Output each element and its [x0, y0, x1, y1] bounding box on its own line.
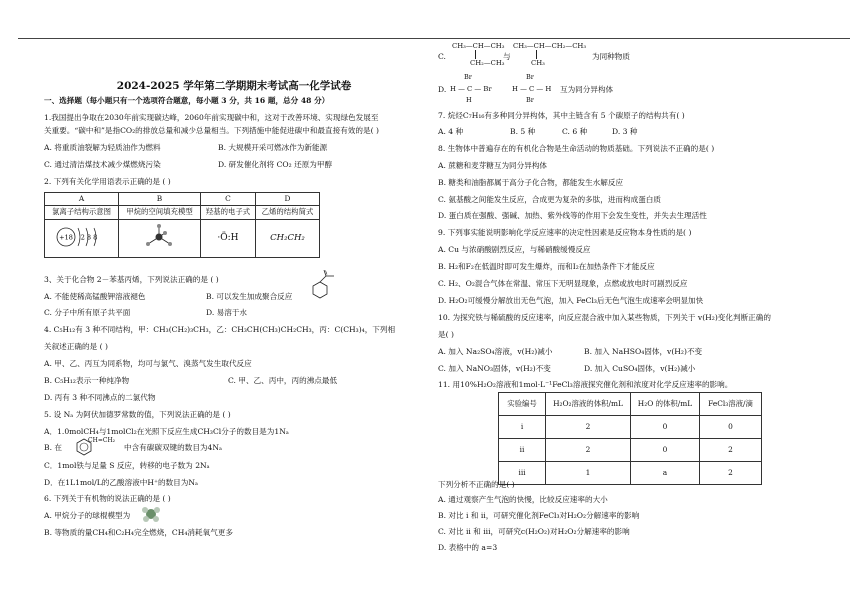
- q2-table: [44, 192, 320, 258]
- q11-table: [498, 392, 762, 485]
- q4-option-a: A. 甲、乙、丙互为同系物，均可与氯气、溴蒸气发生取代反应: [44, 359, 252, 368]
- q7-option-c: C. 6 种: [562, 127, 588, 136]
- q6d-mol2-mid: H — C — H: [512, 85, 552, 93]
- q11-option-c: C. 对比 ii 和 iii，可研究c(H₂O₂)对H₂O₂分解速率的影响: [438, 527, 630, 536]
- q6c-bond2: [536, 50, 537, 59]
- q2-label-c: 羟基的电子式: [200, 206, 255, 220]
- q11-header-water: H₂O 的体积/mL: [631, 393, 700, 416]
- q3-option-d: D. 易溶于水: [206, 308, 248, 317]
- q11-cell: 2: [700, 462, 762, 485]
- q11-cell: 2: [546, 439, 631, 462]
- q6c-mol2-top: CH₃—CH—CH₂—CH₃: [513, 42, 587, 50]
- q4-stem-b: 关叙述正确的是 ( ): [44, 342, 108, 351]
- q6d-mol1-top: Br: [464, 73, 472, 81]
- q5-option-b-vinyl: CH=CH₂: [88, 437, 116, 444]
- q6d-mol1-mid: H — C — Br: [450, 85, 492, 93]
- q7-option-b: B. 5 种: [510, 127, 536, 136]
- q1-option-a: A. 将重质油裂解为轻质油作为燃料: [44, 143, 161, 152]
- q7-option-a: A. 4 种: [438, 127, 464, 136]
- q11-cell: 1: [546, 462, 631, 485]
- q10-option-a: A. 加入 Na₂SO₄溶液，v(H₂)减小: [438, 347, 553, 356]
- q8-option-c: C. 氨基酸之间能发生反应，合成更为复杂的多肽，进而构成蛋白质: [438, 195, 661, 204]
- chloride-ion-diagram: [45, 220, 119, 258]
- q8-option-a: A. 蔗糖和麦芽糖互为同分异构体: [438, 161, 548, 170]
- q6d-mol2-top: Br: [526, 73, 534, 81]
- section-heading: 一、选择题（每小题只有一个选项符合题意，每小题 3 分，共 16 题，总分 48 分）: [44, 96, 330, 105]
- q6c-mol1-top: CH₃—CH—CH₃: [452, 42, 505, 50]
- q11-header-id: 实验编号: [499, 393, 546, 416]
- ethene-formula: CH₂CH₂: [255, 220, 319, 258]
- q1-option-d: D. 研发催化剂将 CO₂ 还原为甲醇: [218, 160, 333, 169]
- q6d-mol2-bot: Br: [526, 96, 534, 104]
- ion-nucleus-charge: +18: [58, 233, 73, 242]
- header-rule: [18, 38, 850, 39]
- q2-label-a: 氯离子结构示意图: [45, 206, 119, 220]
- q5-option-b-prefix: B. 在: [44, 443, 63, 452]
- table-row: [499, 416, 762, 439]
- q9-option-a: A. Cu 与浓硝酸剧烈反应，与稀硝酸缓慢反应: [438, 245, 591, 254]
- q5-stem: 5. 设 Nₐ 为阿伏加德罗常数的值，下列说法正确的是 ( ): [44, 410, 231, 419]
- q10-stem-b: 是( ): [438, 330, 454, 339]
- q3-option-b: B. 可以发生加成聚合反应: [206, 292, 293, 301]
- q11-header-h2o2: H₂O₂溶液的体积/mL: [546, 393, 631, 416]
- q2-label-d: 乙烯的结构简式: [255, 206, 319, 220]
- q11-option-b: B. 对比 i 和 ii，可研究催化剂FeCl₃对H₂O₂分解速率的影响: [438, 511, 640, 520]
- q2-col-c: C: [200, 193, 255, 206]
- q11-cell: 0: [700, 416, 762, 439]
- exam-title: 2024-2025 学年第二学期期末考试高一化学试卷: [116, 80, 352, 92]
- q11-cell: 0: [631, 439, 700, 462]
- q10-option-b: B. 加入 NaHSO₄固体，v(H₂)不变: [584, 347, 703, 356]
- q11-cell: a: [631, 462, 700, 485]
- q3-option-a: A. 不能使稀高锰酸钾溶液褪色: [44, 292, 146, 301]
- q8-option-d: D. 蛋白质在强酸、强碱、加热、紫外线等的作用下会发生变性，并失去生理活性: [438, 211, 707, 220]
- q4-option-c: C. 甲、乙、丙中，丙的沸点最低: [228, 376, 338, 385]
- q9-stem: 9. 下列事实能说明影响化学反应速率的决定性因素是反应物本身性质的是( ): [438, 228, 692, 237]
- q8-option-b: B. 糖类和油脂都属于高分子化合物，都能发生水解反应: [438, 178, 624, 187]
- q6d-mol1-bot: H: [466, 96, 472, 104]
- ion-structure-icon: [52, 222, 112, 252]
- q4-option-d: D. 丙有 3 种不同沸点的二氯代物: [44, 393, 156, 402]
- q1-option-b: B. 大规模开采可燃冰作为新能源: [218, 143, 328, 152]
- q6d-label: D.: [438, 85, 447, 94]
- q7-stem: 7. 烷烃C₇H₁₆有多种同分异构体，其中主链含有 5 个碳原子的结构共有( ): [438, 111, 685, 120]
- q11-stem: 11. 用10%H₂O₂溶液和1mol·L⁻¹FeCl₃溶液探究催化剂和浓度对化学反应速率的影响。: [438, 380, 733, 389]
- q9-option-b: B. H₂和F₂在低温时即可发生爆炸，而和I₂在加热条件下才能反应: [438, 262, 655, 271]
- q10-option-c: C. 加入 NaNO₃固体，v(H₂)不变: [438, 364, 551, 373]
- hydroxyl-electron-formula: ·Ö:H: [200, 220, 255, 258]
- q11-cell: 0: [631, 416, 700, 439]
- q2-col-a: A: [45, 193, 119, 206]
- q5-option-d: D．在1L1mol/L的乙酸溶液中H⁺的数目为Nₐ: [44, 478, 198, 487]
- ion-shells: 2 8 8: [80, 233, 97, 242]
- table-row: [499, 462, 762, 485]
- q9-option-c: C. H₂、O₂混合气体在常温、常压下无明显现象，点燃或放电时可剧烈反应: [438, 279, 688, 288]
- q1-stem-b: 关重要。“碳中和”是指CO₂的排放总量和减少总量相当。下列措施中能促进碳中和最直接有效的是( ): [44, 126, 379, 135]
- q6-option-b: B. 等物质的量CH₄和C₂H₄完全燃烧，CH₄消耗氧气更多: [44, 528, 233, 537]
- q11-cell: 2: [700, 439, 762, 462]
- q6-option-a: A. 甲烷分子的球棍模型为: [44, 511, 131, 520]
- table-row: [499, 439, 762, 462]
- q7-option-d: D. 3 种: [612, 127, 638, 136]
- methane-model: [119, 220, 201, 258]
- q11-question: 下列分析不正确的是( ): [438, 480, 515, 489]
- q11-option-d: D. 表格中的 a=3: [438, 543, 498, 552]
- q6c-text: 为同种物质: [592, 52, 630, 61]
- q6-stem: 6. 下列关于有机物的说法正确的是 ( ): [44, 494, 171, 503]
- q6c-mol1-sub: CH₂—CH₃: [470, 59, 505, 67]
- q1-option-c: C. 通过清洁煤技术减少煤燃烧污染: [44, 160, 161, 169]
- q11-cell: 2: [546, 416, 631, 439]
- q3-stem: 3、关于化合物 2－苯基丙烯，下列说法正确的是 ( ): [44, 275, 219, 284]
- q11-header-fecl3: FeCl₃溶液/滴: [700, 393, 762, 416]
- q1-stem-a: 1.我国提出争取在2030年前实现碳达峰，2060年前实现碳中和，这对于改善环境、实现绿色发展至: [44, 113, 379, 122]
- phenylpropene-structure-icon: [310, 270, 340, 302]
- q6d-text: 互为同分异构体: [560, 85, 614, 94]
- q6c-mol2-sub: CH₃: [531, 59, 545, 67]
- methane-model-icon: [140, 506, 162, 522]
- q9-option-d: D. H₂O₂可缓慢分解放出无色气泡，加入 FeCl₃后无色气泡生成速率会明显加快: [438, 296, 704, 305]
- q6c-bond1: [475, 50, 476, 59]
- q11-cell: i: [499, 416, 546, 439]
- q4-option-b: B. C₅H₁₂表示一种纯净物: [44, 376, 130, 385]
- q2-col-b: B: [119, 193, 201, 206]
- q11-option-a: A. 通过观察产生气泡的快慢，比较反应速率的大小: [438, 495, 608, 504]
- q10-option-d: D. 加入 CuSO₄固体，v(H₂)减小: [584, 364, 696, 373]
- q2-stem: 2. 下列有关化学用语表示正确的是 ( ): [44, 177, 171, 186]
- methane-ball-stick-icon: [141, 222, 177, 252]
- q5-option-c: C．1mol铁与足量 S 反应，转移的电子数为 2Nₐ: [44, 461, 210, 470]
- q3-option-c: C. 分子中所有原子共平面: [44, 308, 131, 317]
- q8-stem: 8. 生物体中普遍存在的有机化合物是生命活动的物质基础。下列说法不正确的是( ): [438, 144, 715, 153]
- q11-cell: iii: [499, 462, 546, 485]
- q5-option-a: A．1.0molCH₄与1molCl₂在光照下反应生成CH₃Cl分子的数目是为1Nₐ: [44, 427, 289, 436]
- q2-col-d: D: [255, 193, 319, 206]
- q11-cell: ii: [499, 439, 546, 462]
- q4-stem-a: 4. C₅H₁₂有 3 种不同结构，甲：CH₃(CH₂)₃CH₃，乙：CH₃CH(CH₃)CH₂CH₃，丙：C(CH₃)₄，下列相: [44, 325, 396, 334]
- q6c-label: C.: [438, 52, 446, 61]
- q6c-and: 与: [503, 52, 511, 61]
- q5-option-b-text: 中含有碳碳双键的数目为4Nₐ: [124, 443, 222, 452]
- q2-label-b: 甲烷的空间填充模型: [119, 206, 201, 220]
- q10-stem-a: 10. 为探究铁与稀硫酸的反应速率，向反应混合液中加入某些物质，下列关于 v(H₂)变化判断正确的: [438, 313, 771, 322]
